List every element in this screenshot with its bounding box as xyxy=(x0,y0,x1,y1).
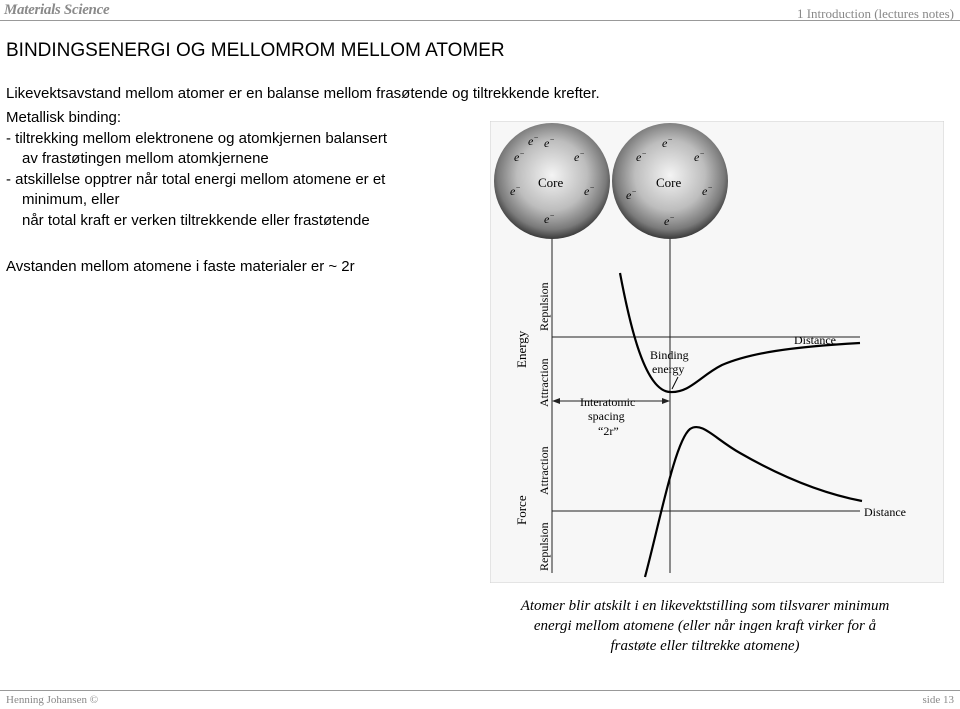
caption-line-1: Atomer blir atskilt i en likevektstilling som tilsvarer minimum xyxy=(520,598,890,614)
core-label-left: Core xyxy=(538,175,564,190)
core-label-right: Core xyxy=(656,175,682,190)
materials-science-logo: Materials Science xyxy=(4,2,110,18)
section-header: 1 Introduction (lectures notes) xyxy=(796,6,954,21)
force-repulsion-label: Repulsion xyxy=(537,522,551,571)
binding-energy-label-1: Binding xyxy=(650,348,689,362)
header-divider xyxy=(0,20,960,21)
electron-left-6: e− xyxy=(584,183,595,198)
metallic-line-3: - atskillelse opptrer når total energi mellom atomene er et xyxy=(6,170,386,188)
electron-right-4: e− xyxy=(626,187,637,202)
footer-author: Henning Johansen © xyxy=(6,694,99,706)
interatomic-label-3: “2r” xyxy=(598,424,619,438)
energy-attraction-label: Attraction xyxy=(537,358,551,407)
energy-distance-label: Distance xyxy=(794,333,836,347)
energy-axis-label: Energy xyxy=(514,330,529,368)
electron-right-6: e− xyxy=(664,213,675,228)
interatomic-label-2: spacing xyxy=(588,409,625,423)
energy-repulsion-label: Repulsion xyxy=(537,282,551,331)
electron-left-5: e− xyxy=(510,183,521,198)
metallic-line-5: når total kraft er verken tiltrekkende eller frastøtende xyxy=(22,211,370,229)
binding-energy-figure xyxy=(490,121,944,583)
electron-left-3: e− xyxy=(514,149,525,164)
metallic-line-2: av frastøtingen mellom atomkjernene xyxy=(22,150,269,167)
electron-left-7: e− xyxy=(544,211,555,226)
footer-divider xyxy=(0,690,960,691)
electron-left-1: e− xyxy=(528,133,539,148)
figure-caption xyxy=(470,596,940,656)
force-attraction-label: Attraction xyxy=(537,446,551,495)
electron-right-1: e− xyxy=(662,135,673,150)
metallic-binding-block xyxy=(6,108,387,231)
figure-svg xyxy=(490,121,944,583)
caption-line-3: frastøte eller tiltrekke atomene) xyxy=(610,638,800,654)
metallic-heading: Metallisk binding: xyxy=(6,109,122,126)
force-axis-label: Force xyxy=(514,495,529,525)
electron-left-4: e− xyxy=(574,149,585,164)
intro-text: Likevektsavstand mellom atomer er en balanse mellom frasøtende og tiltrekkende krefter. xyxy=(6,85,600,102)
footer-page-number: side 13 xyxy=(922,694,954,706)
electron-left-2: e− xyxy=(544,135,555,150)
metallic-line-4: minimum, eller xyxy=(22,191,120,208)
binding-energy-label-2: energy xyxy=(652,362,685,376)
electron-right-3: e− xyxy=(694,149,705,164)
force-distance-label: Distance xyxy=(864,505,906,519)
electron-right-5: e− xyxy=(702,183,713,198)
spacing-text: Avstanden mellom atomene i faste materialer er ~ 2r xyxy=(6,258,355,275)
metallic-line-1: - tiltrekking mellom elektronene og atomkjernen balansert xyxy=(6,129,388,147)
electron-right-2: e− xyxy=(636,149,647,164)
interatomic-label-1: Interatomic xyxy=(580,395,636,409)
page-title: BINDINGSENERGI OG MELLOMROM MELLOM ATOMER xyxy=(6,40,505,61)
caption-line-2: energi mellom atomene (eller når ingen kraft virker for å xyxy=(533,618,877,634)
